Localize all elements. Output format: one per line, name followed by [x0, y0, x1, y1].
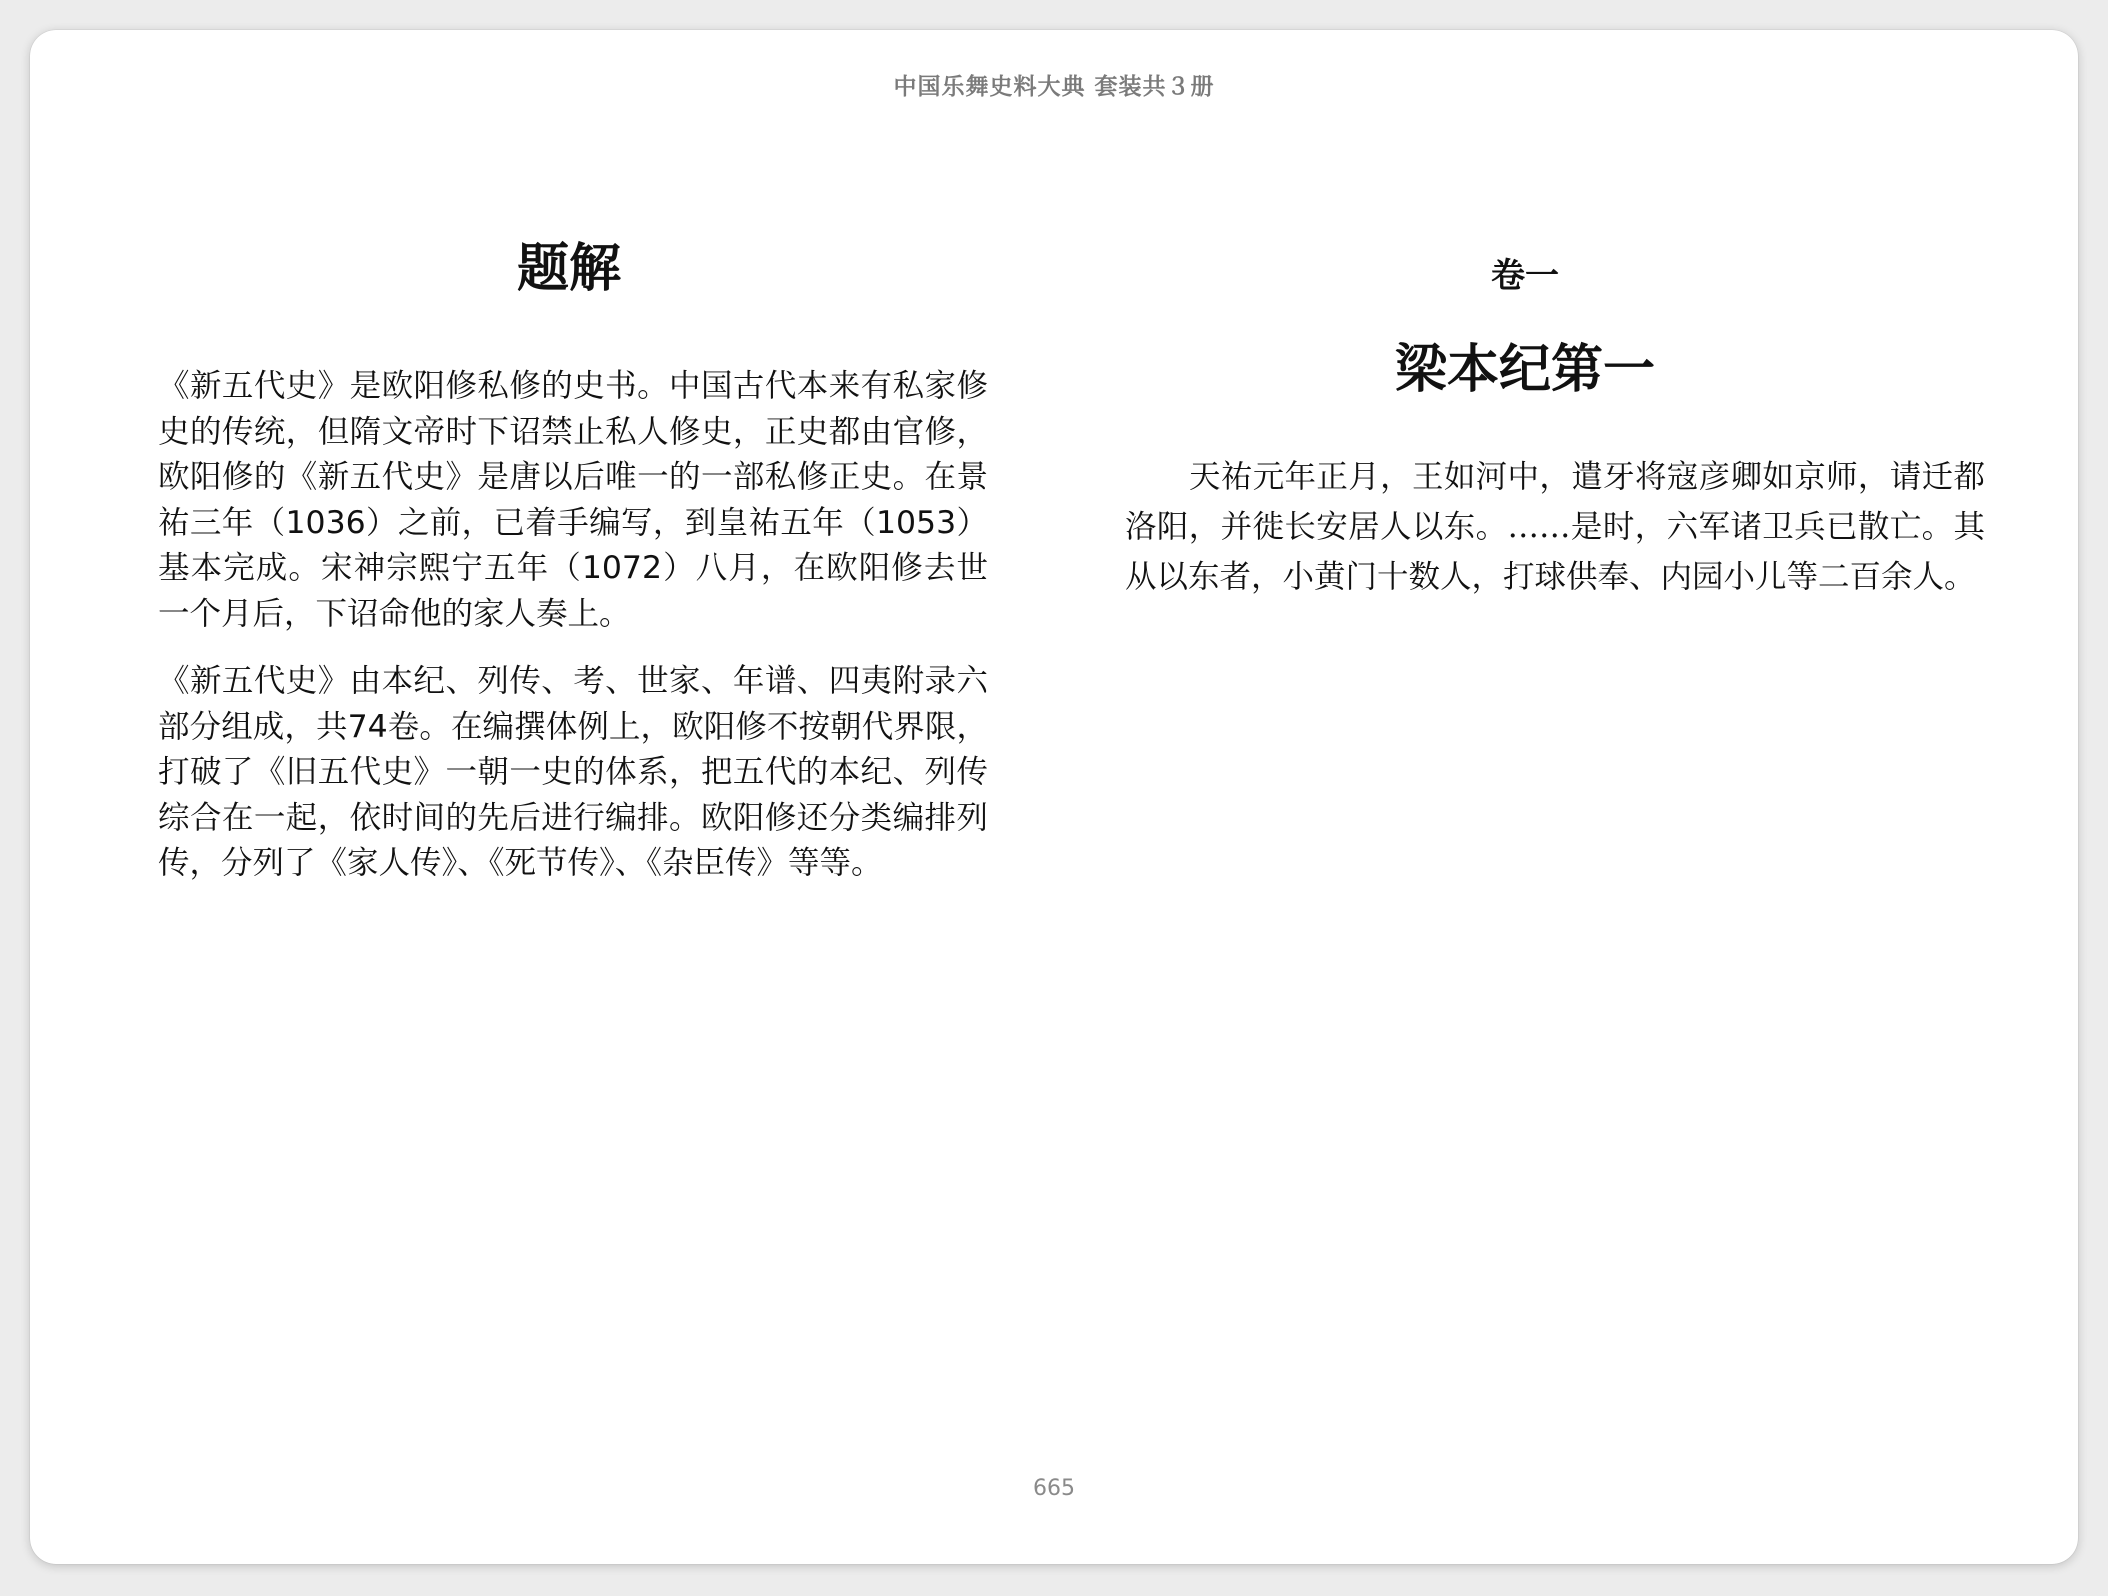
volume-label: 卷一 [1491, 256, 1559, 296]
chapter-title: 梁本纪第一 [1394, 340, 1655, 400]
section-heading: 题解 [516, 239, 621, 299]
left-page-body [158, 364, 988, 887]
book-title: 中国乐舞史料大典 套装共３册 [893, 74, 1215, 100]
paragraph: 《新五代史》是欧阳修私修的史书。中国古代本来有私家修史的传统，但隋文帝时下诏禁止私人修史，正史都由官修，欧阳修的《新五代史》是唐以后唯一的一部私修正史。在景祐三年（1036）之前，已着手编写，到皇祐五年（1053）基本完成。宋神宗熙宁五年（1072）八月，在欧阳修去世一个月后，下诏命他的家人奏上。 [158, 368, 988, 632]
book-reader-window [30, 30, 2078, 1564]
right-page [1125, 210, 1985, 602]
paragraph: 《新五代史》由本纪、列传、考、世家、年谱、四夷附录六部分组成，共74卷。在编撰体例上，欧阳修不按朝代界限，打破了《旧五代史》一朝一史的体系，把五代的本纪、列传综合在一起，依时间的先后进行编排。欧阳修还分类编排列传，分列了《家人传》、《死节传》、《杂臣传》等等。 [158, 663, 988, 882]
left-page [158, 210, 988, 909]
page-number: 665 [1033, 1476, 1075, 1501]
chapter-body-paragraph: 天祐元年正月，王如河中，遣牙将寇彦卿如京师，请迁都洛阳，并徙长安居人以东。……是时，六军诸卫兵已散亡。其从以东者，小黄门十数人，打球供奉、内园小儿等二百余人。 [1125, 459, 1985, 595]
